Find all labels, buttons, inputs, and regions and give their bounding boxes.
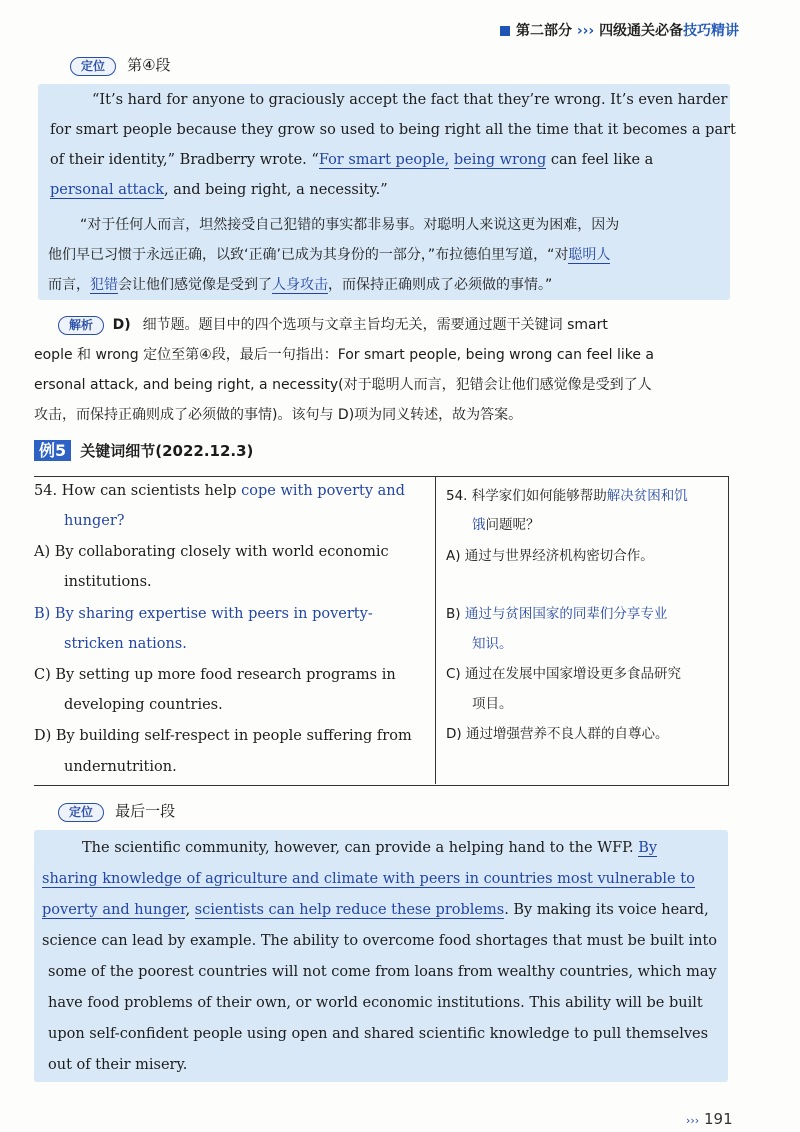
locate-1 — [70, 54, 171, 76]
p1-zh-l3-hl1: 犯错 — [90, 277, 118, 293]
option-b-zh-2: 知识。 — [472, 636, 513, 652]
passage-2-line-1 — [82, 840, 657, 856]
table-divider — [435, 476, 436, 784]
question-stem-zh — [446, 484, 688, 504]
option-c-en-1: C) By setting up more food research programs in — [34, 667, 396, 683]
passage-1-zh-line-3 — [48, 274, 552, 294]
passage-2-line-3 — [42, 902, 709, 918]
stem-en-a: 54. How can scientists help — [34, 483, 242, 499]
example-heading — [34, 438, 253, 461]
passage-2-line-5: some of the poorest countries will not come from loans from wealthy countries, which may — [48, 964, 717, 980]
header-highlight: 技巧精讲 — [683, 23, 740, 39]
passage-2-box — [34, 830, 728, 1082]
p1-l3-hl1: For smart people, — [318, 152, 450, 168]
option-b-zh-1 — [446, 602, 667, 622]
analysis-line-4: 攻击，而保持正确则成了必须做的事情)。该句与 D)项为同义转述，故为答案。 — [34, 407, 523, 423]
option-d-zh: D) 通过增强营养不良人群的自尊心。 — [446, 726, 669, 742]
stem-zh-a: 54. 科学家们如何能够帮助 — [446, 488, 607, 504]
page-marker-icon: ››› — [686, 1114, 700, 1127]
p2-l3-sep: , — [185, 902, 195, 918]
p1-zh-l2: 他们早已习惯于永远正确，以致‘正确’已成为其身份的一部分，”布拉德伯里写道，“对 — [48, 247, 569, 263]
locate-2-tag: 定位 — [58, 803, 104, 822]
p1-l3-b: can feel like a — [546, 152, 654, 168]
p2-l3-d: . By making its voice heard, — [504, 902, 709, 918]
page-header — [500, 20, 790, 40]
square-icon — [500, 26, 510, 36]
option-a-zh: A) 通过与世界经济机构密切合作。 — [446, 548, 654, 564]
option-c-zh-1: C) 通过在发展中国家增设更多食品研究 — [446, 666, 681, 682]
p1-zh-l2-hl: 聪明人 — [568, 247, 611, 263]
passage-2-line-2: sharing knowledge of agriculture and climate with peers in countries most vulnerable to — [42, 871, 695, 887]
example-tag: 例5 — [34, 440, 71, 461]
question-stem-zh-2 — [472, 513, 540, 533]
passage-1-zh-line-1: “对于任何人而言，坦然接受自己犯错的事实都非易事。对聪明人来说这更为困难，因为 — [80, 217, 620, 233]
page-number-text: 191 — [703, 1110, 733, 1128]
passage-1-line-2: for smart people because they grow so used to being right all the time that it becomes a part — [50, 122, 736, 138]
option-c-zh-2: 项目。 — [472, 696, 513, 712]
option-b-en-2: stricken nations. — [64, 636, 187, 652]
option-a-en-1: A) By collaborating closely with world economic — [34, 544, 389, 560]
passage-2-line-8: out of their misery. — [48, 1057, 188, 1073]
analysis-line-3: ersonal attack, and being right, a necessity(对于聪明人而言，犯错会让他们感觉像是受到了人 — [34, 377, 652, 393]
analysis-line-2: eople 和 wrong 定位至第④段，最后一句指出：For smart people, being wrong can feel like a — [34, 347, 654, 363]
option-a-en-2: institutions. — [64, 574, 152, 590]
header-part: 第二部分 — [516, 23, 572, 39]
option-d-en-2: undernutrition. — [64, 759, 177, 775]
question-stem-en-2: hunger? — [64, 513, 125, 529]
analysis-line-1 — [58, 314, 608, 335]
stem-zh-b: 饿 — [472, 517, 486, 533]
passage-1-zh-line-2 — [48, 244, 610, 264]
p2-l3-hl2: scientists can help reduce these problems — [194, 902, 505, 918]
option-b-zh-hl: 通过与贫困国家的同辈们分享专业 — [464, 606, 668, 622]
p2-l3-hl1: poverty and hunger — [42, 902, 186, 918]
stem-zh-c: 问题呢？ — [485, 517, 540, 533]
stem-en-hl: cope with poverty and — [241, 483, 405, 499]
analysis-tag: 解析 — [58, 316, 104, 335]
analysis-answer: D) — [112, 317, 131, 333]
example-title: 关键词细节(2022.12.3) — [80, 442, 254, 460]
header-section: 四级通关必备 — [599, 23, 684, 39]
stem-zh-hl: 解决贫困和饥 — [606, 488, 688, 504]
p1-l4-hl: personal attack — [50, 182, 165, 198]
passage-2-line-6: have food problems of their own, or world economic institutions. This ability will be built — [48, 995, 703, 1011]
option-c-en-2: developing countries. — [64, 697, 223, 713]
p1-l4-b: , and being right, a necessity.” — [164, 182, 388, 198]
passage-1-line-3 — [50, 152, 653, 168]
passage-1-line-1: “It’s hard for anyone to graciously accept the fact that they’re wrong. It’s even harder — [92, 92, 728, 108]
option-b-en-1: B) By sharing expertise with peers in poverty- — [34, 606, 373, 622]
p1-zh-l3-b: 会让他们感觉像是受到了 — [118, 277, 272, 293]
locate-label: 第④段 — [127, 56, 171, 74]
locate-tag: 定位 — [70, 57, 116, 76]
p1-zh-l3-hl2: 人身攻击 — [272, 277, 328, 293]
locate-2-label: 最后一段 — [115, 802, 176, 820]
passage-2-line-7: upon self-confident people using open and shared scientific knowledge to pull themselves — [48, 1026, 709, 1042]
p1-zh-l3-a: 而言， — [48, 277, 90, 293]
locate-2 — [58, 800, 175, 822]
p1-l3-hl2: being wrong — [453, 152, 547, 168]
question-stem-en — [34, 483, 405, 499]
p1-zh-l3-c: ，而保持正确则成了必须做的事情。” — [328, 277, 553, 293]
page-number — [686, 1110, 733, 1128]
option-b-zh-prefix: B) — [446, 606, 461, 622]
header-arrows: ››› — [576, 23, 595, 39]
p2-l1-hl: By — [638, 840, 658, 856]
option-d-en-1: D) By building self-respect in people suffering from — [34, 728, 412, 744]
p1-l3-a: of their identity,” Bradberry wrote. “ — [50, 152, 319, 168]
analysis-text-1: 细节题。题目中的四个选项与文章主旨均无关，需要通过题干关键词 smart — [142, 317, 608, 333]
p2-l1-a: The scientific community, however, can provide a helping hand to the WFP. — [82, 840, 639, 856]
passage-1-line-4 — [50, 182, 388, 198]
passage-2-line-4: science can lead by example. The ability to overcome food shortages that must be built into — [42, 933, 718, 949]
